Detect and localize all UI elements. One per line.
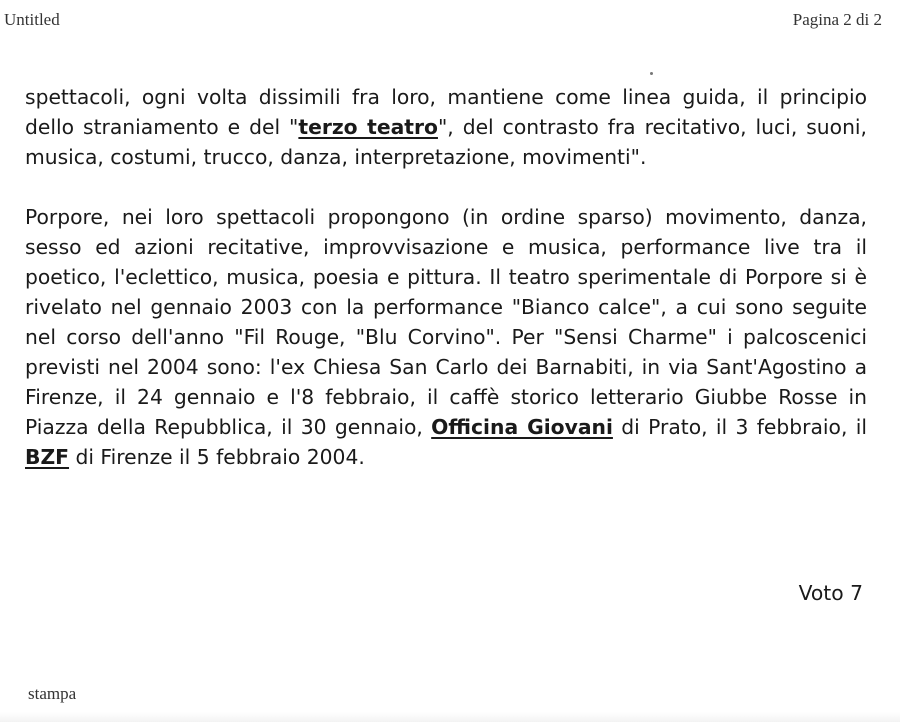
link-terzo-teatro[interactable]: terzo teatro xyxy=(298,115,438,139)
vote-rating: Voto 7 xyxy=(798,581,863,605)
paragraph-1 xyxy=(25,82,867,172)
link-officina-giovani[interactable]: Officina Giovani xyxy=(431,415,613,439)
scan-artifact xyxy=(650,72,653,75)
paragraph-2-text-a: Porpore, nei loro spettacoli propongono (in ordine sparso) movimento, danza, sesso ed azioni recitative, improvvisazione e musica, performance live tra il poetico, l'eclettico, musica, poesia e pittura. Il teatro sperimentale di Porpore si è rivelato nel gennaio 2003 con la performance "Bianco calce", a cui sono seguite nel corso dell'anno "Fil Rouge, "Blu Corvino". Per "Sensi Charme" i palcoscenici previsti nel 2004 sono: l'ex Chiesa San Carlo dei Barnabiti, in via Sant'Agostino a Firenze, il 24 gennaio e l'8 febbraio, il caffè storico letterario Giubbe Rosse in Piazza della Repubblica, il 30 gennaio, xyxy=(25,205,867,439)
paragraph-2 xyxy=(25,202,867,472)
paragraph-1-text-b: ", del contrasto fra recitativo, luci, suoni, musica, costumi, trucco, danza, interpretazione, movimenti". xyxy=(25,115,868,169)
page-indicator: Pagina 2 di 2 xyxy=(792,10,882,29)
document-title: Untitled xyxy=(4,10,60,29)
paragraph-2-text-b: di Prato, il 3 febbraio, il xyxy=(612,415,868,439)
link-bzf[interactable]: BZF xyxy=(25,445,70,469)
scan-artifact-bottom xyxy=(0,712,900,722)
paragraph-2-text-c: di Firenze il 5 febbraio 2004. xyxy=(69,445,365,469)
paragraph-1-text-a: spettacoli, ogni volta dissimili fra loro, mantiene come linea guida, il principio dello straniamento e del " xyxy=(25,85,867,139)
article-body xyxy=(25,82,867,472)
print-label: stampa xyxy=(28,684,77,703)
page-header xyxy=(0,10,900,34)
